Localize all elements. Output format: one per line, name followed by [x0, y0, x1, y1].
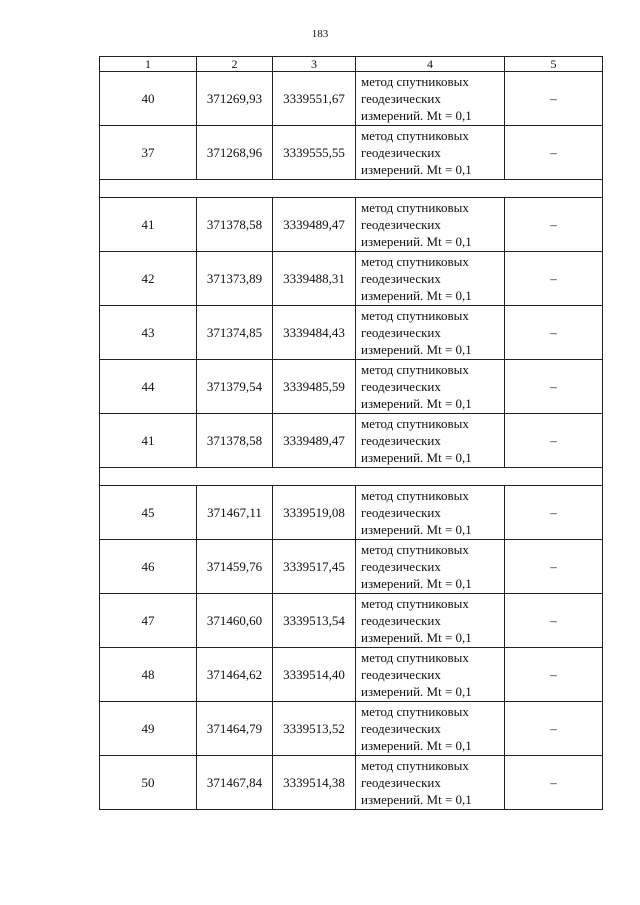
- x-coordinate-cell: 371378,58: [197, 414, 273, 468]
- method-line: метод спутниковых: [361, 416, 469, 431]
- accuracy-cell: –: [505, 198, 603, 252]
- table-row: [100, 594, 603, 648]
- point-number-cell: 41: [100, 414, 197, 468]
- method-line: геодезических: [361, 559, 441, 574]
- method-cell: [356, 756, 505, 810]
- accuracy-cell: –: [505, 702, 603, 756]
- coordinates-table: [99, 56, 603, 810]
- table-row: [100, 360, 603, 414]
- point-number-cell: 37: [100, 126, 197, 180]
- x-coordinate-cell: 371268,96: [197, 126, 273, 180]
- x-coordinate-cell: 371464,62: [197, 648, 273, 702]
- method-cell: [356, 252, 505, 306]
- table-row: [100, 414, 603, 468]
- accuracy-cell: –: [505, 360, 603, 414]
- table-row: [100, 198, 603, 252]
- method-line: измерений. Mt = 0,1: [361, 108, 472, 123]
- method-line: метод спутниковых: [361, 200, 469, 215]
- point-number-cell: 41: [100, 198, 197, 252]
- method-line: метод спутниковых: [361, 74, 469, 89]
- method-line: геодезических: [361, 325, 441, 340]
- method-line: метод спутниковых: [361, 704, 469, 719]
- y-coordinate-cell: 3339517,45: [273, 540, 356, 594]
- header-cell: 3: [273, 57, 356, 72]
- method-line: метод спутниковых: [361, 488, 469, 503]
- point-number-cell: 44: [100, 360, 197, 414]
- accuracy-cell: –: [505, 486, 603, 540]
- method-line: измерений. Mt = 0,1: [361, 450, 472, 465]
- y-coordinate-cell: 3339489,47: [273, 198, 356, 252]
- accuracy-cell: –: [505, 306, 603, 360]
- x-coordinate-cell: 371467,84: [197, 756, 273, 810]
- x-coordinate-cell: 371378,58: [197, 198, 273, 252]
- method-line: геодезических: [361, 271, 441, 286]
- method-line: измерений. Mt = 0,1: [361, 342, 472, 357]
- point-number-cell: 47: [100, 594, 197, 648]
- method-line: измерений. Mt = 0,1: [361, 738, 472, 753]
- x-coordinate-cell: 371467,11: [197, 486, 273, 540]
- method-line: измерений. Mt = 0,1: [361, 684, 472, 699]
- method-line: измерений. Mt = 0,1: [361, 576, 472, 591]
- method-line: метод спутниковых: [361, 128, 469, 143]
- point-number-cell: 50: [100, 756, 197, 810]
- point-number-cell: 49: [100, 702, 197, 756]
- table-row: [100, 72, 603, 126]
- method-cell: [356, 486, 505, 540]
- method-line: измерений. Mt = 0,1: [361, 288, 472, 303]
- table-row: [100, 756, 603, 810]
- y-coordinate-cell: 3339488,31: [273, 252, 356, 306]
- method-line: геодезических: [361, 217, 441, 232]
- group-separator-row: [100, 180, 603, 198]
- separator-cell: [100, 468, 603, 486]
- point-number-cell: 46: [100, 540, 197, 594]
- method-line: измерений. Mt = 0,1: [361, 792, 472, 807]
- accuracy-cell: –: [505, 414, 603, 468]
- method-line: геодезических: [361, 721, 441, 736]
- method-line: метод спутниковых: [361, 650, 469, 665]
- method-cell: [356, 702, 505, 756]
- method-line: геодезических: [361, 775, 441, 790]
- table-header-row: [100, 57, 603, 72]
- method-line: метод спутниковых: [361, 254, 469, 269]
- method-cell: [356, 126, 505, 180]
- method-line: измерений. Mt = 0,1: [361, 234, 472, 249]
- accuracy-cell: –: [505, 252, 603, 306]
- header-cell: 4: [356, 57, 505, 72]
- accuracy-cell: –: [505, 72, 603, 126]
- method-line: измерений. Mt = 0,1: [361, 522, 472, 537]
- method-cell: [356, 540, 505, 594]
- group-separator-row: [100, 468, 603, 486]
- method-line: метод спутниковых: [361, 362, 469, 377]
- y-coordinate-cell: 3339514,38: [273, 756, 356, 810]
- accuracy-cell: –: [505, 648, 603, 702]
- method-cell: [356, 648, 505, 702]
- method-cell: [356, 360, 505, 414]
- accuracy-cell: –: [505, 756, 603, 810]
- accuracy-cell: –: [505, 540, 603, 594]
- y-coordinate-cell: 3339513,52: [273, 702, 356, 756]
- y-coordinate-cell: 3339519,08: [273, 486, 356, 540]
- table-row: [100, 126, 603, 180]
- method-line: геодезических: [361, 379, 441, 394]
- method-line: геодезических: [361, 613, 441, 628]
- table-row: [100, 702, 603, 756]
- separator-cell: [100, 180, 603, 198]
- method-line: геодезических: [361, 91, 441, 106]
- y-coordinate-cell: 3339485,59: [273, 360, 356, 414]
- y-coordinate-cell: 3339551,67: [273, 72, 356, 126]
- header-cell: 2: [197, 57, 273, 72]
- point-number-cell: 42: [100, 252, 197, 306]
- method-cell: [356, 198, 505, 252]
- x-coordinate-cell: 371464,79: [197, 702, 273, 756]
- point-number-cell: 43: [100, 306, 197, 360]
- page-number: 183: [311, 28, 329, 40]
- y-coordinate-cell: 3339513,54: [273, 594, 356, 648]
- point-number-cell: 48: [100, 648, 197, 702]
- method-cell: [356, 594, 505, 648]
- method-line: измерений. Mt = 0,1: [361, 630, 472, 645]
- method-line: метод спутниковых: [361, 308, 469, 323]
- table-row: [100, 306, 603, 360]
- method-cell: [356, 414, 505, 468]
- table-row: [100, 540, 603, 594]
- method-line: геодезических: [361, 145, 441, 160]
- method-line: метод спутниковых: [361, 596, 469, 611]
- table-row: [100, 486, 603, 540]
- x-coordinate-cell: 371459,76: [197, 540, 273, 594]
- x-coordinate-cell: 371373,89: [197, 252, 273, 306]
- method-line: геодезических: [361, 667, 441, 682]
- method-line: измерений. Mt = 0,1: [361, 162, 472, 177]
- method-line: геодезических: [361, 433, 441, 448]
- method-line: измерений. Mt = 0,1: [361, 396, 472, 411]
- header-cell: 5: [505, 57, 603, 72]
- x-coordinate-cell: 371460,60: [197, 594, 273, 648]
- table-row: [100, 252, 603, 306]
- x-coordinate-cell: 371374,85: [197, 306, 273, 360]
- accuracy-cell: –: [505, 594, 603, 648]
- y-coordinate-cell: 3339514,40: [273, 648, 356, 702]
- y-coordinate-cell: 3339484,43: [273, 306, 356, 360]
- x-coordinate-cell: 371379,54: [197, 360, 273, 414]
- method-cell: [356, 72, 505, 126]
- method-line: метод спутниковых: [361, 758, 469, 773]
- point-number-cell: 40: [100, 72, 197, 126]
- y-coordinate-cell: 3339489,47: [273, 414, 356, 468]
- header-cell: 1: [100, 57, 197, 72]
- x-coordinate-cell: 371269,93: [197, 72, 273, 126]
- table-row: [100, 648, 603, 702]
- accuracy-cell: –: [505, 126, 603, 180]
- point-number-cell: 45: [100, 486, 197, 540]
- y-coordinate-cell: 3339555,55: [273, 126, 356, 180]
- method-cell: [356, 306, 505, 360]
- method-line: геодезических: [361, 505, 441, 520]
- method-line: метод спутниковых: [361, 542, 469, 557]
